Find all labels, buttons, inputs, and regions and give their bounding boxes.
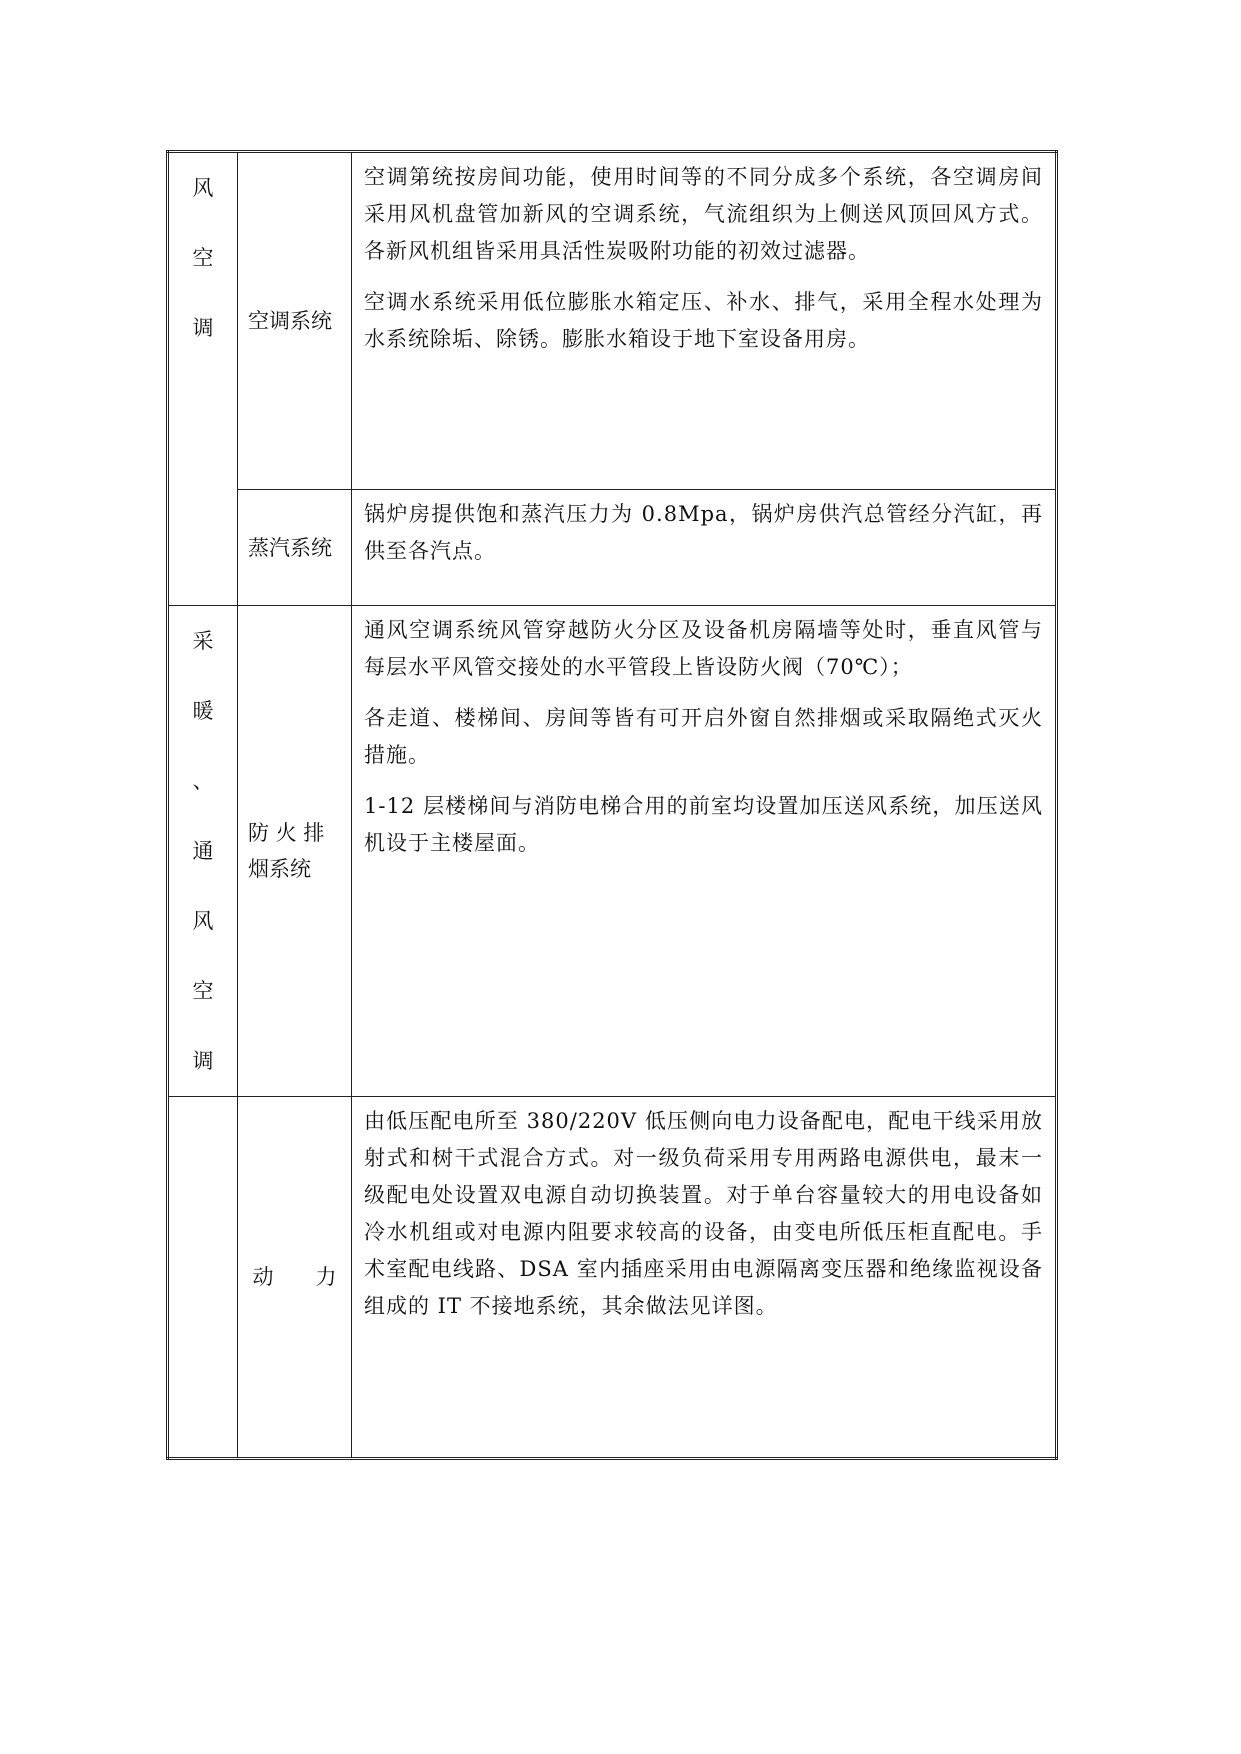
row-label-power: 动 力 [238,1097,352,1459]
group-char: 暖 [192,699,214,723]
paragraph: 由低压配电所至 380/220V 低压侧向电力设备配电，配电干线采用放射式和树干式混合方式。对一级负荷采用专用两路电源供电，最末一级配电处设置双电源自动切换装置。对于单台容量较大的用电设备如冷水机组或对电源内阻要求较高的设备，由变电所低压柜直配电。手术室配电线路、DSA 室内插座采用由电源隔离变压器和绝缘监视设备组成的 IT 不接地系统，其余做法见详图。 [364,1109,1043,1318]
group-cell-heating [168,606,238,1097]
group-char: 空 [192,246,214,270]
table-row [168,606,1057,1097]
row-content-steam [352,490,1057,606]
spec-table [166,150,1058,1460]
row-label-aircon: 空调系统 [238,152,352,490]
paragraph: 各走道、楼梯间、房间等皆有可开启外窗自然排烟或采取隔绝式灭火措施。 [364,706,1043,767]
group-char: 调 [192,316,214,340]
group-char: 通 [192,839,214,863]
paragraph: 空调第统按房间功能，使用时间等的不同分成多个系统，各空调房间采用风机盘管加新风的空调系统，气流组织为上侧送风顶回风方式。各新风机组皆采用具活性炭吸附功能的初效过滤器。 [364,165,1043,263]
row-content-smoke [352,606,1057,1097]
table-row [168,1097,1057,1459]
table-row [168,152,1057,490]
paragraph: 通风空调系统风管穿越防火分区及设备机房隔墙等处时，垂直风管与每层水平风管交接处的水平管段上皆设防火阀（70℃）； [364,618,1043,679]
group-cell-hvac [168,152,238,606]
group-char: 空 [192,979,214,1003]
row-content-power [352,1097,1057,1459]
paragraph: 空调水系统采用低位膨胀水箱定压、补水、排气，采用全程水处理为水系统除垢、除锈。膨胀水箱设于地下室设备用房。 [364,290,1043,351]
group-char: 采 [192,629,214,653]
row-content-aircon [352,152,1057,490]
group-char: 风 [192,909,214,933]
table-row [168,490,1057,606]
row-label-steam: 蒸汽系统 [238,490,352,606]
group-cell-empty [168,1097,238,1459]
paragraph: 1-12 层楼梯间与消防电梯合用的前室均设置加压送风系统，加压送风机设于主楼屋面。 [364,794,1043,855]
row-label-smoke: 防 火 排烟系统 [238,606,352,1097]
group-char: 、 [192,769,214,793]
paragraph: 锅炉房提供饱和蒸汽压力为 0.8Mpa，锅炉房供汽总管经分汽缸，再供至各汽点。 [364,502,1043,563]
group-char: 调 [192,1049,214,1073]
group-char: 风 [192,176,214,200]
